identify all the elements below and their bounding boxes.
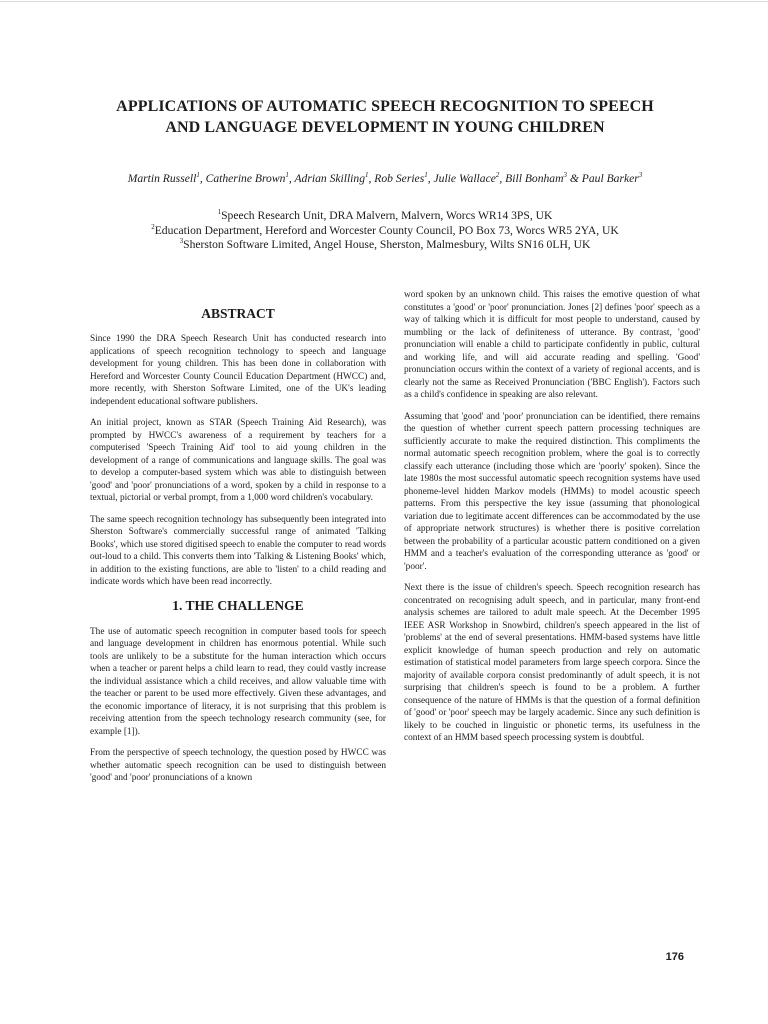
author: Bill Bonham$^3$ & [505,171,582,185]
author: Catherine Brown$^1$, [205,171,295,185]
body-paragraph: Next there is the issue of children's speech. Speech recognition research has concentrated on recognising adult speech, and in particular, many front-end analysis schemes are tailored to adult male speech. At the December 1995 IEEE ASR Workshop in Snowbird, children's speech appeared in the list of 'problems' at the end of several presentations. HMM-based systems have little explicit knowledge of human speech production and rely on automatic estimation of statistical model parameters from large speech corpora. Since the majority of available corpora consist predominantly of adult speech, it is not surprising that children's speech is found to be a problem. A further consequence of the nature of HMMs is that the question of a formal definition of 'good' or 'poor' speech may be largely academic. Since any such definition is likely to be couched in linguistic or phonetic terms, its usefulness in the context of an HMM based speech processing system is doubtful. [404,583,700,743]
title-line-1: APPLICATIONS OF AUTOMATIC SPEECH RECOGNITION TO SPEECH [116,98,654,115]
abstract-paragraph: The same speech recognition technology has subsequently been integrated into Sherston Software's commercially successful range of animated 'Talking Books', which use stored digitised speech to enable the computer to read words out-loud to a child. This converts them into 'Talking & Listening Books' which, in addition to the existing functions, are able to 'listen' to a child reading and indicate words which have been read incorrectly. [90,514,386,587]
body-paragraph: word spoken by an unknown child. This raises the emotive question of what constitutes a 'good' or 'poor' pronunciation. Jones [2] defines 'poor' speech as a way of talking which it is difficult for most people to understand, caused by mumbling or the lack of definiteness of utterance. By contrast, 'good' pronunciation will enable a child to participate confidently in public, cultural and working life, and will aid accurate reading and spelling. 'Good' pronunciation occurs within the context of a variety of regional accents, and is clearly not the same as Received Pronunciation ('BBC English'). Factors such as a child's confidence in speaking are also relevant. [404,290,700,400]
abstract-heading: ABSTRACT [201,306,275,321]
abstract-paragraph: An initial project, known as STAR (Speech Training Aid Research), was prompted by HWCC's awareness of a requirement by teachers for a computerised 'Speech Training Aid' tool to aid young children in the development of a range of communications and language skills. The goal was to develop a computer-based system which was able to distinguish between 'good' and 'poor' pronunciations of a word, spoken by a child in response to a textual, pictorial or verbal prompt, from a 1,000 word children's vocabulary. [90,418,386,503]
left-column [90,306,386,794]
paper-title [60,96,710,138]
author: Paul Barker$^3$ [581,171,643,185]
abstract-paragraph: Since 1990 the DRA Speech Research Unit has conducted research into applications of speech recognition technology to speech and language development for young children. This has been done in collaboration with Hereford and Worcester County Council Education Department (HWCC) and, more recently, with Sherston Software Limited, one of the UK's leading independent educational software publishers. [90,334,386,407]
author: Rob Series$^1$, [374,171,434,185]
right-column [404,289,700,754]
affiliation-list [60,209,710,253]
author-list [60,171,710,186]
affiliation: $^1$Speech Research Unit, DRA Malvern, Malvern, Worcs WR14 3PS, UK [217,208,553,222]
page-top-edge [0,1,768,2]
body-paragraph: From the perspective of speech technology, the question posed by HWCC was whether automatic speech recognition can be used to distinguish between 'good' and 'poor' pronunciations of a known [90,748,386,783]
section-heading: 1. THE CHALLENGE [172,597,304,613]
affiliation: $^2$Education Department, Hereford and Worcester County Council, PO Box 73, Worcs WR5 2YA, UK [151,222,619,237]
author: Julie Wallace$^2$, [433,171,506,185]
body-paragraph: The use of automatic speech recognition in computer based tools for speech and language development in children has enormous potential. While such tools are unlikely to be a substitute for the human interaction which occurs when a teacher or parent helps a child learn to read, they could vastly increase the individual assistance which a child receives, and allow valuable time with the teacher or parent to be used more effectively. Given these advantages, and the economic importance of literacy, it is not surprising that this problem is receiving attention from the speech technology research community (see, for example [1]). [90,626,386,737]
affiliation: $^3$Sherston Software Limited, Angel House, Sherston, Malmesbury, Wilts SN16 0LH, UK [179,237,591,251]
body-paragraph: Assuming that 'good' and 'poor' pronunciation can be identified, there remains the question of whether current speech pattern processing techniques are sufficiently accurate to make the required distinction. This compliments the normal automatic speech recognition problem, where the goal is to correctly classify each utterance (including those which are 'poorly' spoken). Since the late 1980s the most successful automatic speech recognition systems have used phoneme-level hidden Markov models (HMMs) to model acoustic speech patterns. From this perspective the key issue (assuming that phonological variation due to legitimate accent differences can be accommodated by the use of appropriate network structures) is whether there is positive correlation between the probability of a particular acoustic pattern conditioned on a given HMM and a teacher's evaluation of the corresponding utterance as 'good' or 'poor'. [404,411,700,572]
author: Adrian Skilling$^1$, [294,171,375,185]
page-number: 176 [665,951,684,963]
author: Martin Russell$^1$, [127,171,206,185]
title-line-2: AND LANGUAGE DEVELOPMENT IN YOUNG CHILDREN [165,119,605,136]
